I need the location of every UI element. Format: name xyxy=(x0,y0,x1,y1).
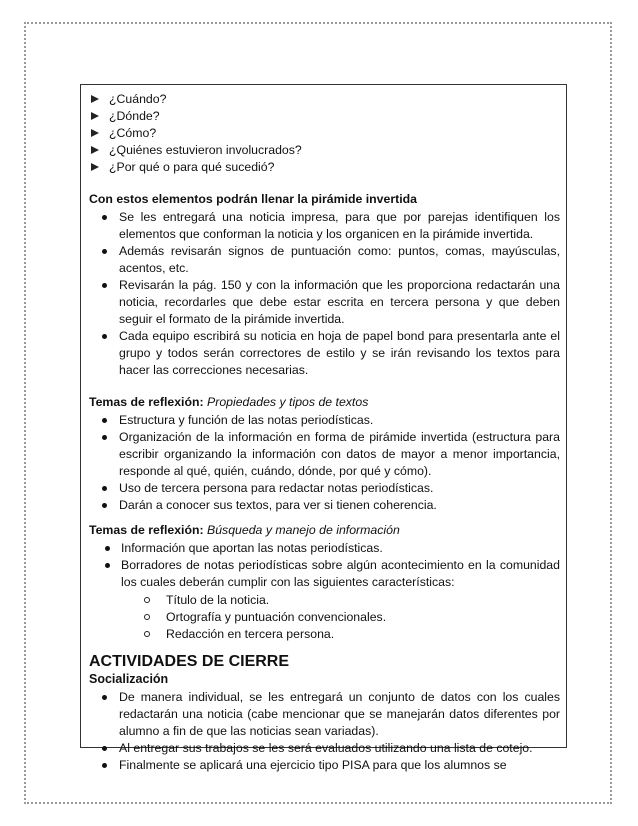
list-item: Cada equipo escribirá su noticia en hoja de papel bond para presentarla ante el grupo y todos serán correctores de estilo y se irán revisando los textos para hacer las correcciones necesarias. xyxy=(89,328,560,379)
list-item: Información que aportan las notas periodísticas. xyxy=(89,540,560,557)
section-heading-propiedades: Temas de reflexión: Propiedades y tipos de textos xyxy=(89,395,369,409)
bullet-dot-icon xyxy=(102,283,107,288)
closing-activity-list xyxy=(89,689,560,774)
list-item: Al entregar sus trabajos se les será evaluados utilizando una lista de cotejo. xyxy=(89,740,560,757)
question-item: ¿Por qué o para qué sucedió? xyxy=(89,159,560,176)
content-box xyxy=(80,84,567,772)
bullet-dot-icon xyxy=(102,763,107,768)
question-item: ¿Dónde? xyxy=(89,108,560,125)
characteristics-sublist xyxy=(144,592,560,643)
arrow-bullet-icon xyxy=(91,163,99,171)
arrow-bullet-icon xyxy=(91,95,99,103)
section-heading-busqueda: Temas de reflexión: Búsqueda y manejo de información xyxy=(89,523,400,537)
piramide-activity-list xyxy=(89,209,560,379)
bullet-dot-icon xyxy=(102,695,107,700)
hollow-circle-bullet-icon xyxy=(144,597,150,603)
socializacion-subheading: Socialización xyxy=(89,672,169,686)
bullet-dot-icon xyxy=(102,249,107,254)
list-item: De manera individual, se les entregará un conjunto de datos con los cuales redactarán una noticia (cabe mencionar que se manejarán datos diferentes por alumno a fin de que las noticias sean variadas). xyxy=(89,689,560,740)
arrow-bullet-icon xyxy=(91,129,99,137)
bullet-dot-icon xyxy=(105,563,110,568)
sublist-item: Título de la noticia. xyxy=(144,592,560,609)
arrow-bullet-icon xyxy=(91,146,99,154)
list-item: Darán a conocer sus textos, para ver si tienen coherencia. xyxy=(89,497,560,514)
question-item: ¿Cuándo? xyxy=(89,91,560,108)
question-list xyxy=(89,91,560,176)
propiedades-topic-list xyxy=(89,412,560,514)
closing-activities-heading: ACTIVIDADES DE CIERRE xyxy=(89,653,290,670)
bullet-dot-icon xyxy=(102,746,107,751)
list-item: Se les entregará una noticia impresa, para que por parejas identifiquen los elementos que conforman la noticia y los organicen en la pirámide invertida. xyxy=(89,209,560,243)
list-item: Uso de tercera persona para redactar notas periodísticas. xyxy=(89,480,560,497)
hollow-circle-bullet-icon xyxy=(144,614,150,620)
section-heading-piramide: Con estos elementos podrán llenar la pirámide invertida xyxy=(89,192,418,206)
bullet-dot-icon xyxy=(102,334,107,339)
hollow-circle-bullet-icon xyxy=(144,631,150,637)
bullet-dot-icon xyxy=(102,418,107,423)
list-item: Además revisarán signos de puntuación como: puntos, comas, mayúsculas, acentos, etc. xyxy=(89,243,560,277)
bullet-dot-icon xyxy=(102,486,107,491)
bullet-dot-icon xyxy=(102,215,107,220)
arrow-bullet-icon xyxy=(91,112,99,120)
list-item: Borradores de notas periodísticas sobre algún acontecimiento en la comunidad los cuales deberán cumplir con las siguientes características: xyxy=(89,557,560,591)
list-item: Organización de la información en forma de pirámide invertida (estructura para escribir organizando la información con datos de mayor a menor importancia, responde al qué, quién, cuándo, dónde, por qué y cómo). xyxy=(89,429,560,480)
question-item: ¿Cómo? xyxy=(89,125,560,142)
question-item: ¿Quiénes estuvieron involucrados? xyxy=(89,142,560,159)
list-item: Revisarán la pág. 150 y con la información que les proporciona redactarán una noticia, recordarles que debe estar escrita en tercera persona y que deben seguir el formato de la pirámide invertida. xyxy=(89,277,560,328)
sublist-item: Ortografía y puntuación convencionales. xyxy=(144,609,560,626)
bullet-dot-icon xyxy=(102,503,107,508)
busqueda-topic-list xyxy=(89,540,560,591)
bullet-dot-icon xyxy=(105,546,110,551)
sublist-item: Redacción en tercera persona. xyxy=(144,626,560,643)
list-item: Estructura y función de las notas periodísticas. xyxy=(89,412,560,429)
bullet-dot-icon xyxy=(102,435,107,440)
list-item: Finalmente se aplicará una ejercicio tipo PISA para que los alumnos se xyxy=(89,757,560,774)
